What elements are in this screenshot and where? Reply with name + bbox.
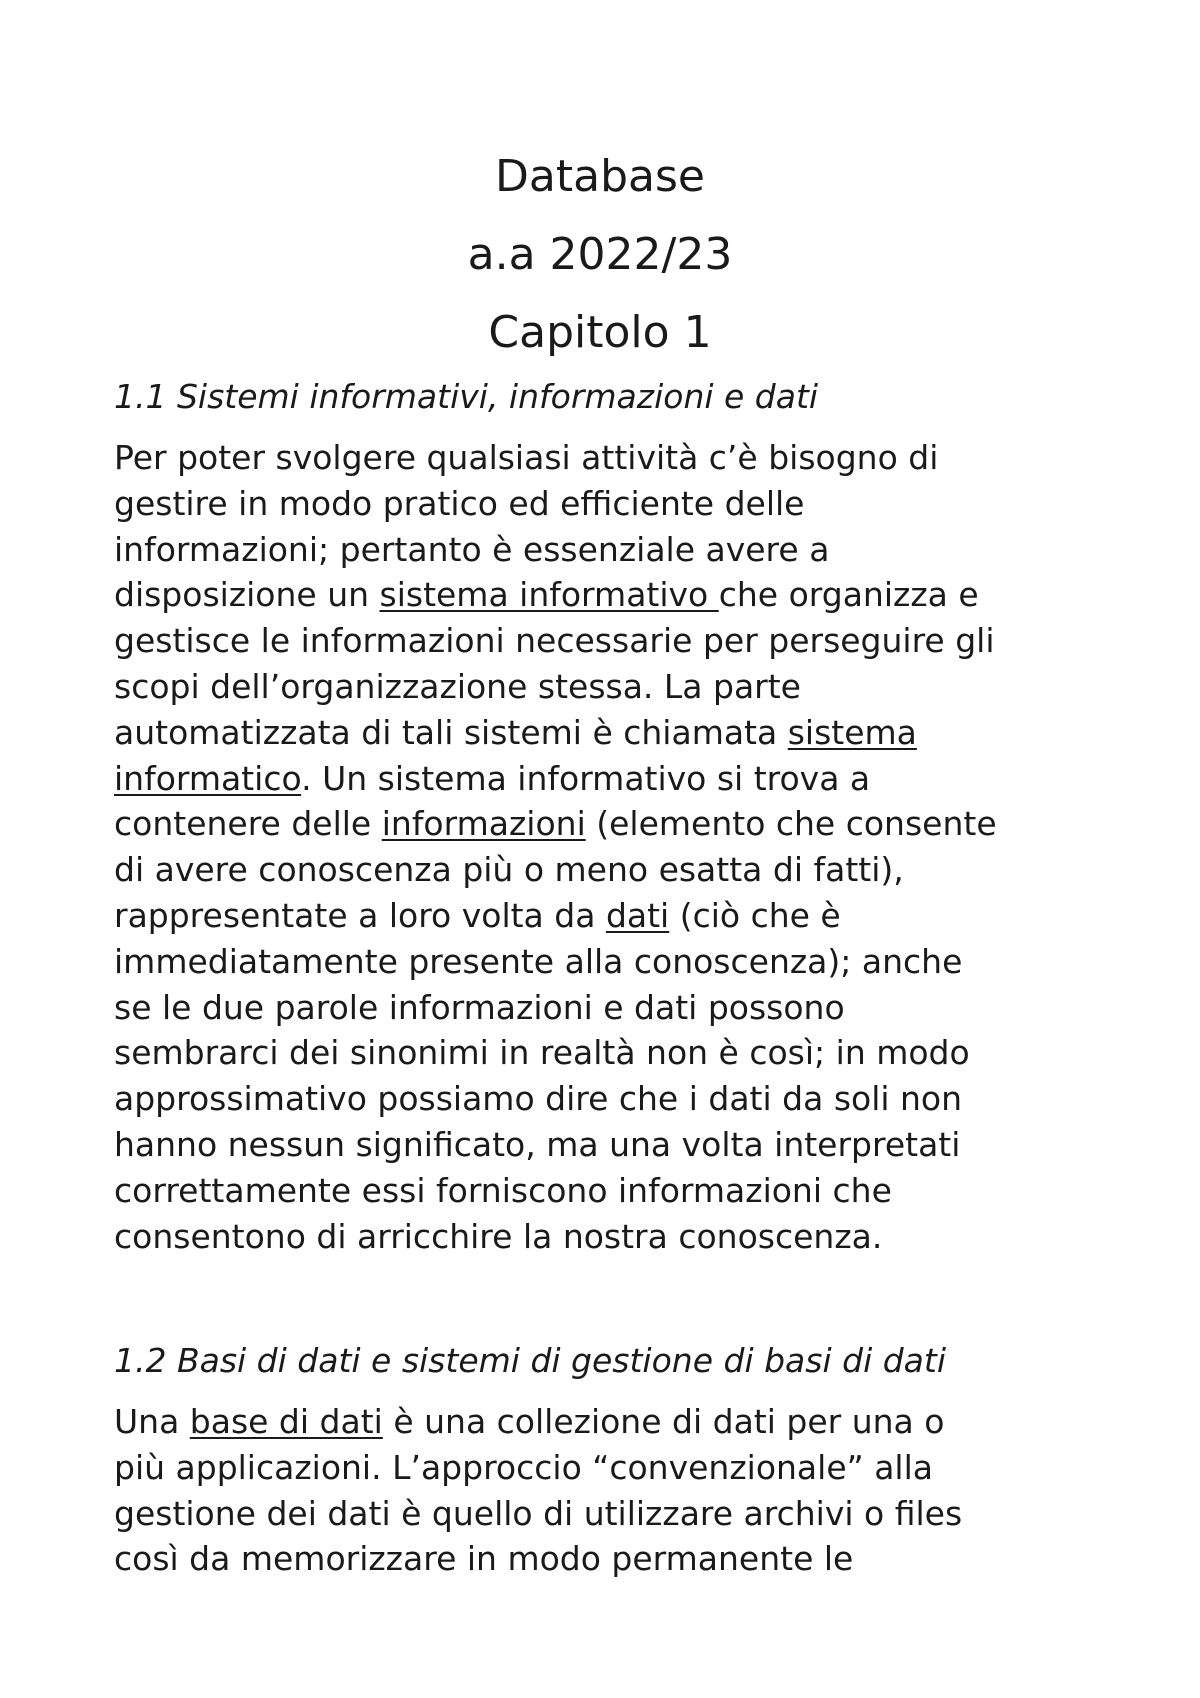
paragraph-line [114, 1168, 997, 1214]
paragraph-line [114, 939, 997, 985]
underlined-term: informatico [114, 758, 302, 798]
paragraph-line [114, 985, 997, 1031]
paragraph-line [114, 572, 997, 618]
paragraph-line [114, 1214, 997, 1260]
paragraph-line [114, 847, 997, 893]
paragraph-line [114, 527, 997, 573]
title-block [0, 138, 1200, 372]
text-run: approssimativo possiamo dire che i dati da soli non [114, 1079, 963, 1119]
underlined-term: base di dati [189, 1402, 383, 1441]
section-paragraph-1-1 [114, 435, 997, 1259]
text-run: automatizzata di tali sistemi è chiamata [114, 712, 788, 752]
academic-year: a.a 2022/23 [467, 229, 733, 280]
paragraph-line [114, 1030, 997, 1076]
text-run: se le due parole informazioni e dati possono [114, 987, 845, 1027]
underlined-term: sistema [787, 712, 917, 752]
underlined-term: sistema informativo [379, 575, 719, 615]
text-run: è una collezione di dati per una o [382, 1402, 945, 1441]
text-run: immediatamente presente alla conoscenza); anche [114, 941, 963, 981]
paragraph-line [114, 1122, 997, 1168]
paragraph-line [114, 1445, 962, 1491]
paragraph-line [114, 435, 997, 481]
text-run: gestisce le informazioni necessarie per perseguire gli [114, 621, 995, 661]
text-run: correttamente essi forniscono informazioni che [114, 1170, 892, 1210]
text-run: informazioni; pertanto è essenziale avere a [114, 529, 830, 569]
underlined-term: dati [605, 895, 670, 935]
text-run: gestire in modo pratico ed efficiente delle [114, 483, 805, 523]
paragraph-line [114, 710, 997, 756]
text-run: (elemento che consente [585, 804, 997, 844]
paragraph-line [114, 481, 997, 527]
text-run: consentono di arricchire la nostra conoscenza. [114, 1216, 883, 1256]
section-heading-1-1: 1.1 Sistemi informativi, informazioni e dati [114, 377, 819, 416]
paragraph-line [114, 893, 997, 939]
text-run: più applicazioni. L’approccio “convenzionale” alla [114, 1447, 933, 1487]
paragraph-line [114, 756, 997, 802]
text-run: gestione dei dati è quello di utilizzare archivi o files [114, 1493, 963, 1533]
paragraph-line [114, 1076, 997, 1122]
paragraph-line [114, 1399, 962, 1445]
text-run: hanno nessun significato, ma una volta interpretati [114, 1124, 961, 1164]
paragraph-line [114, 664, 997, 710]
paragraph-line [114, 1491, 962, 1537]
text-run: disposizione un [114, 575, 380, 615]
text-run: che organizza e [718, 575, 979, 615]
text-run: di avere conoscenza più o meno esatta di fatti), [114, 850, 904, 890]
underlined-term: informazioni [381, 804, 586, 844]
text-run: rappresentate a loro volta da [114, 895, 606, 935]
document-title: Database [495, 151, 705, 202]
paragraph-line [114, 618, 997, 664]
chapter-title: Capitolo 1 [488, 307, 712, 358]
paragraph-line [114, 801, 997, 847]
text-run: così da memorizzare in modo permanente le [114, 1539, 854, 1579]
paragraph-line [114, 1536, 962, 1582]
text-run: . Un sistema informativo si trova a [301, 758, 871, 798]
section-paragraph-1-2 [114, 1399, 962, 1582]
section-heading-1-2: 1.2 Basi di dati e sistemi di gestione di basi di dati [114, 1341, 947, 1380]
text-run: scopi dell’organizzazione stessa. La parte [114, 666, 801, 706]
text-run: contenere delle [114, 804, 382, 844]
text-run: Per poter svolgere qualsiasi attività c’è bisogno di [114, 438, 939, 477]
text-run: sembrarci dei sinonimi in realtà non è così; in modo [114, 1033, 970, 1073]
text-run: (ciò che è [669, 895, 841, 935]
text-run: Una [114, 1402, 190, 1441]
